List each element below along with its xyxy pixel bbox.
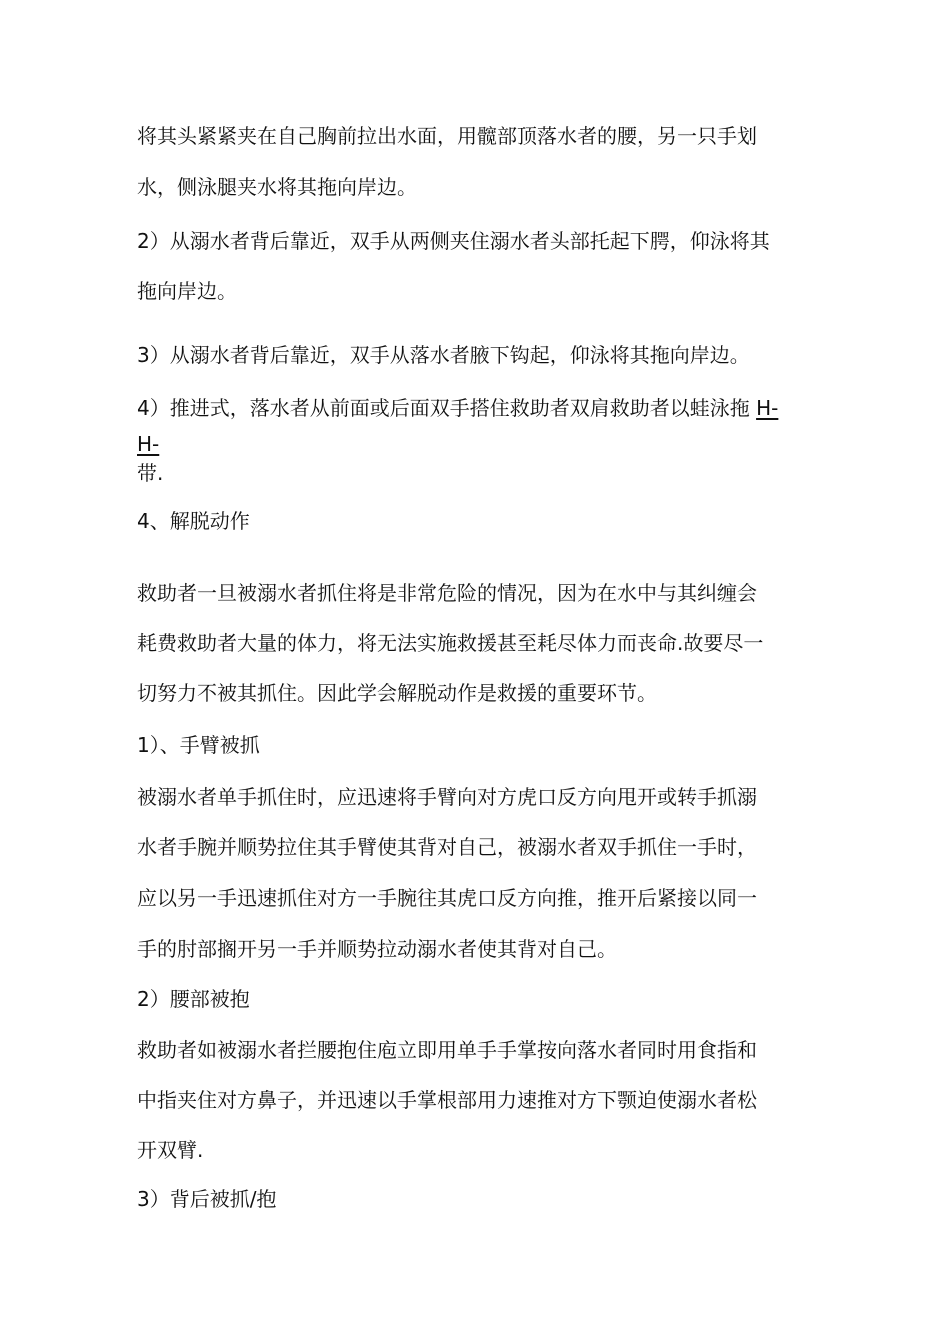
body-text-line: 被溺水者单手抓住时，应迅速将手臂向对方虎口反方向甩开或转手抓溺 — [137, 785, 757, 809]
list-item-line — [137, 394, 778, 422]
underlined-fragment-line — [137, 430, 159, 458]
underlined-fragment: H- — [137, 432, 160, 456]
list-item-line: 拖向岸边。 — [137, 279, 237, 303]
list-item-line: 3）从溺水者背后靠近，双手从落水者腋下钩起，仰泳将其拖向岸边。 — [137, 343, 750, 367]
body-text-line: 水者手腕并顺势拉住其手臂使其背对自己，被溺水者双手抓住一手时， — [137, 835, 757, 859]
body-text-line: 水，侧泳腿夹水将其拖向岸边。 — [137, 175, 417, 199]
subheading: 2）腰部被抱 — [137, 987, 250, 1011]
body-text-line: 开双臂. — [137, 1138, 204, 1162]
list-item-line: 带. — [137, 461, 164, 485]
body-text-line: 手的肘部搁开另一手并顺势拉动溺水者使其背对自己。 — [137, 937, 617, 961]
section-heading: 4、解脱动作 — [137, 509, 250, 533]
list-item-line: 2）从溺水者背后靠近，双手从两侧夹住溺水者头部托起下腭，仰泳将其 — [137, 229, 770, 253]
list-item-text: 4）推进式，落水者从前面或后面双手搭住救助者双肩救助者以蛙泳拖 — [137, 396, 757, 420]
body-text-line: 耗费救助者大量的体力，将无法实施救援甚至耗尽体力而丧命.故要尽一 — [137, 631, 764, 655]
body-text-line: 中指夹住对方鼻子，并迅速以手掌根部用力速推对方下颚迫使溺水者松 — [137, 1088, 757, 1112]
body-text-line: 将其头紧紧夹在自己胸前拉出水面，用髋部顶落水者的腰，另一只手划 — [137, 124, 757, 148]
body-text-line: 救助者一旦被溺水者抓住将是非常危险的情况，因为在水中与其纠缠会 — [137, 581, 757, 605]
subheading: 3）背后被抓/抱 — [137, 1187, 277, 1211]
subheading: 1）、手臂被抓 — [137, 733, 260, 757]
body-text-line: 切努力不被其抓住。因此学会解脱动作是救援的重要环节。 — [137, 681, 657, 705]
body-text-line: 救助者如被溺水者拦腰抱住庖立即用单手手掌按向落水者同时用食指和 — [137, 1038, 757, 1062]
underlined-fragment: H- — [756, 396, 779, 420]
body-text-line: 应以另一手迅速抓住对方一手腕往其虎口反方向推，推开后紧接以同一 — [137, 886, 757, 910]
